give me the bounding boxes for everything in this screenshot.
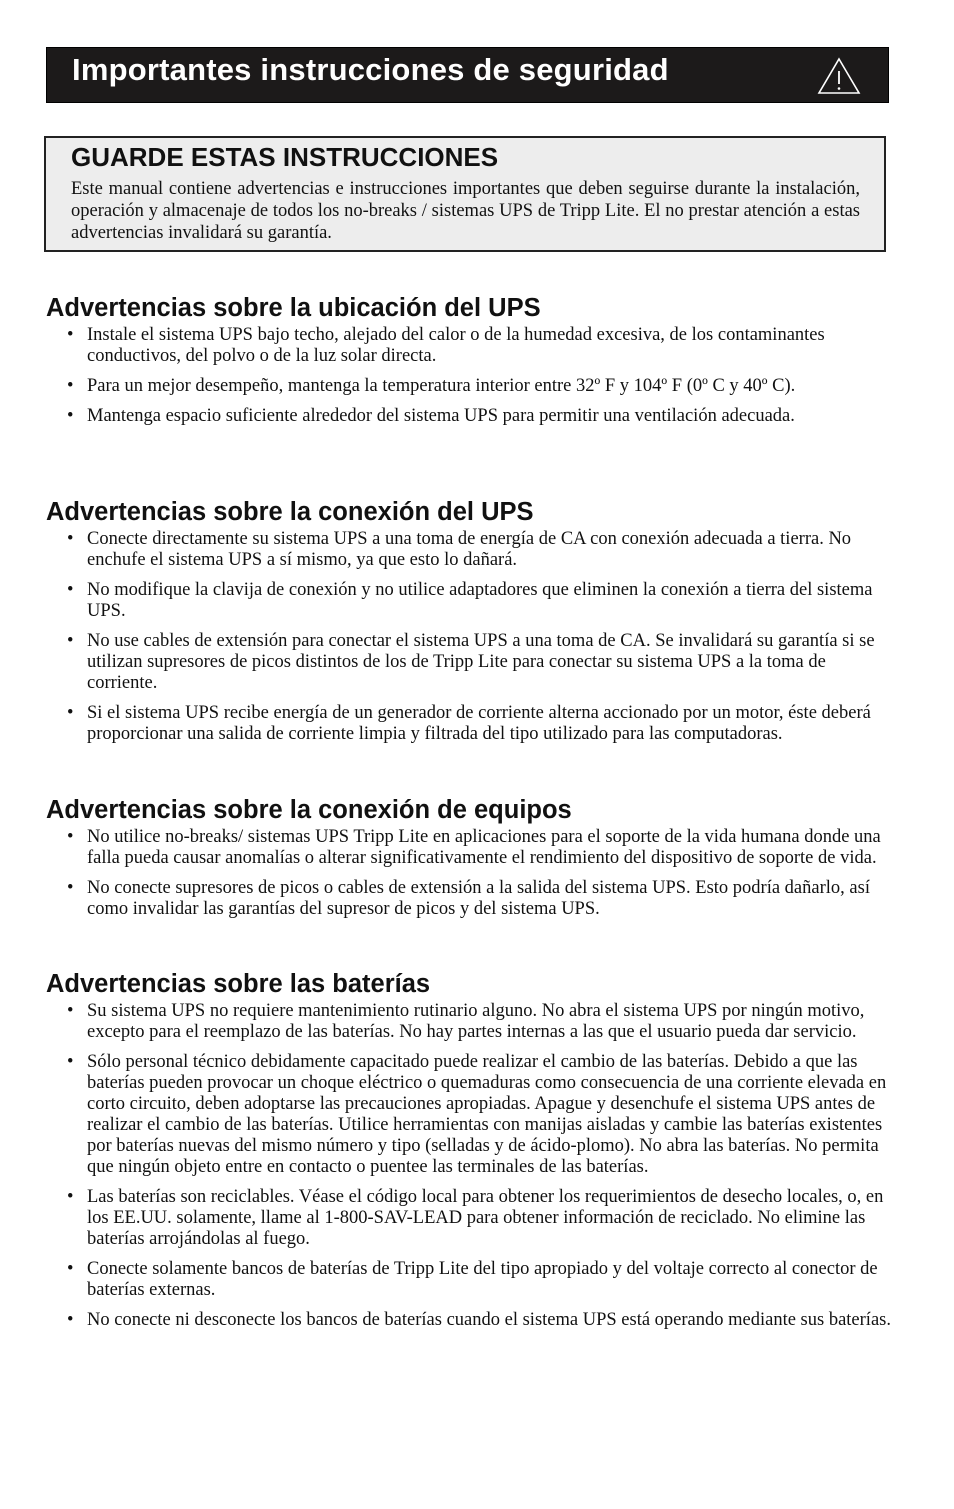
bullet-list xyxy=(46,827,891,920)
bullet-icon: • xyxy=(67,529,74,549)
bullet-icon: • xyxy=(67,406,74,426)
list-item xyxy=(46,703,891,745)
list-item xyxy=(46,580,891,622)
bullet-icon: • xyxy=(67,1001,74,1021)
list-item-text: No use cables de extensión para conectar el sistema UPS a una toma de CA. Se invalidará su garantía si se utilizan supresores de picos distintos de los de Tripp Lite para conectar su sistema UPS a la toma de corriente. xyxy=(87,631,875,693)
list-item xyxy=(46,1259,891,1301)
list-item-text: No utilice no-breaks/ sistemas UPS Tripp Lite en aplicaciones para el soporte de la vida humana donde una falla pueda causar anomalías o alterar significativamente el rendimiento del dispositivo de soporte de vida. xyxy=(87,827,881,868)
list-item xyxy=(46,406,891,427)
section-heading: Advertencias sobre la conexión del UPS xyxy=(46,498,534,526)
notice-heading: GUARDE ESTAS INSTRUCCIONES xyxy=(71,142,499,172)
list-item xyxy=(46,376,891,397)
bullet-icon: • xyxy=(67,1052,74,1072)
section-conexion-equipos xyxy=(46,796,891,929)
list-item-text: Conecte solamente bancos de baterías de Tripp Lite del tipo apropiado y del voltaje correcto al conector de baterías externas. xyxy=(87,1259,878,1300)
warning-triangle-icon xyxy=(816,56,862,96)
section-ubicacion-ups xyxy=(46,294,891,436)
section-heading: Advertencias sobre la ubicación del UPS xyxy=(46,294,541,322)
title-bar xyxy=(46,47,889,103)
list-item xyxy=(46,1052,891,1178)
list-item-text: Para un mejor desempeño, mantenga la temperatura interior entre 32º F y 104º F (0º C y 40º C). xyxy=(87,376,796,396)
section-conexion-ups xyxy=(46,498,891,754)
page-title: Importantes instrucciones de seguridad xyxy=(72,52,669,87)
bullet-icon: • xyxy=(67,1310,74,1330)
section-heading: Advertencias sobre las baterías xyxy=(46,970,431,998)
list-item xyxy=(46,631,891,694)
list-item-text: Mantenga espacio suficiente alrededor del sistema UPS para permitir una ventilación adecuada. xyxy=(87,406,795,426)
bullet-list xyxy=(46,529,891,745)
bullet-icon: • xyxy=(67,325,74,345)
bullet-list xyxy=(46,1001,891,1331)
list-item xyxy=(46,325,891,367)
bullet-icon: • xyxy=(67,1187,74,1207)
list-item-text: Instale el sistema UPS bajo techo, alejado del calor o de la humedad excesiva, de los contaminantes conductivos, del polvo o de la luz solar directa. xyxy=(87,325,825,366)
bullet-icon: • xyxy=(67,580,74,600)
list-item xyxy=(46,1187,891,1250)
list-item-text: No conecte ni desconecte los bancos de baterías cuando el sistema UPS está operando mediante sus baterías. xyxy=(87,1310,891,1330)
list-item-text: No modifique la clavija de conexión y no utilice adaptadores que eliminen la conexión a tierra del sistema UPS. xyxy=(87,580,873,621)
list-item xyxy=(46,1310,891,1331)
list-item xyxy=(46,1001,891,1043)
list-item xyxy=(46,529,891,571)
bullet-icon: • xyxy=(67,703,74,723)
list-item-text: Su sistema UPS no requiere mantenimiento rutinario alguno. No abra el sistema UPS por ningún motivo, excepto para el reemplazo de las baterías. No hay partes internas a las que el usuario pueda dar servicio. xyxy=(87,1001,865,1042)
bullet-list xyxy=(46,325,891,427)
list-item-text: Las baterías son reciclables. Véase el código local para obtener los requerimientos de desecho locales, o, en los EE.UU. solamente, llame al 1-800-SAV-LEAD para obtener información de reciclado. No elimine las baterías arrojándolas al fuego. xyxy=(87,1187,884,1249)
list-item xyxy=(46,827,891,869)
list-item xyxy=(46,878,891,920)
bullet-icon: • xyxy=(67,827,74,847)
notice-body: Este manual contiene advertencias e instrucciones importantes que deben seguirse durante la instalación, operación y almacenaje de todos los no-breaks / sistemas UPS de Tripp Lite. El no prestar atención a estas advertencias invalidará su garantía. xyxy=(71,179,860,243)
list-item-text: Si el sistema UPS recibe energía de un generador de corriente alterna accionado por un motor, éste deberá proporcionar una salida de corriente limpia y filtrada del tipo utilizado para las computadoras. xyxy=(87,703,871,744)
bullet-icon: • xyxy=(67,631,74,651)
section-heading: Advertencias sobre la conexión de equipos xyxy=(46,796,572,824)
bullet-icon: • xyxy=(67,376,74,396)
list-item-text: Conecte directamente su sistema UPS a una toma de energía de CA con conexión adecuada a tierra. No enchufe el sistema UPS a sí mismo, ya que esto lo dañará. xyxy=(87,529,852,570)
bullet-icon: • xyxy=(67,878,74,898)
list-item-text: Sólo personal técnico debidamente capacitado puede realizar el cambio de las baterías. Debido a que las baterías pueden provocar un choque eléctrico o quemaduras como consecuencia de una corriente elevada en corto circuito, deben adoptarse las precauciones apropiadas. Apague y desenchufe el sistema UPS antes de realizar el cambio de las baterías. Utilice herramientas con manijas aisladas y cambie las baterías existentes por baterías nuevas del mismo número y tipo (selladas y de ácido-plomo). No abra las baterías. No permita que ningún objeto entre en contacto o puentee las terminales de las baterías. xyxy=(87,1052,887,1177)
bullet-icon: • xyxy=(67,1259,74,1279)
list-item-text: No conecte supresores de picos o cables de extensión a la salida del sistema UPS. Esto podría dañarlo, así como invalidar las garantías del supresor de picos y del sistema UPS. xyxy=(87,878,870,919)
section-baterias xyxy=(46,970,891,1340)
notice-box xyxy=(44,136,886,252)
